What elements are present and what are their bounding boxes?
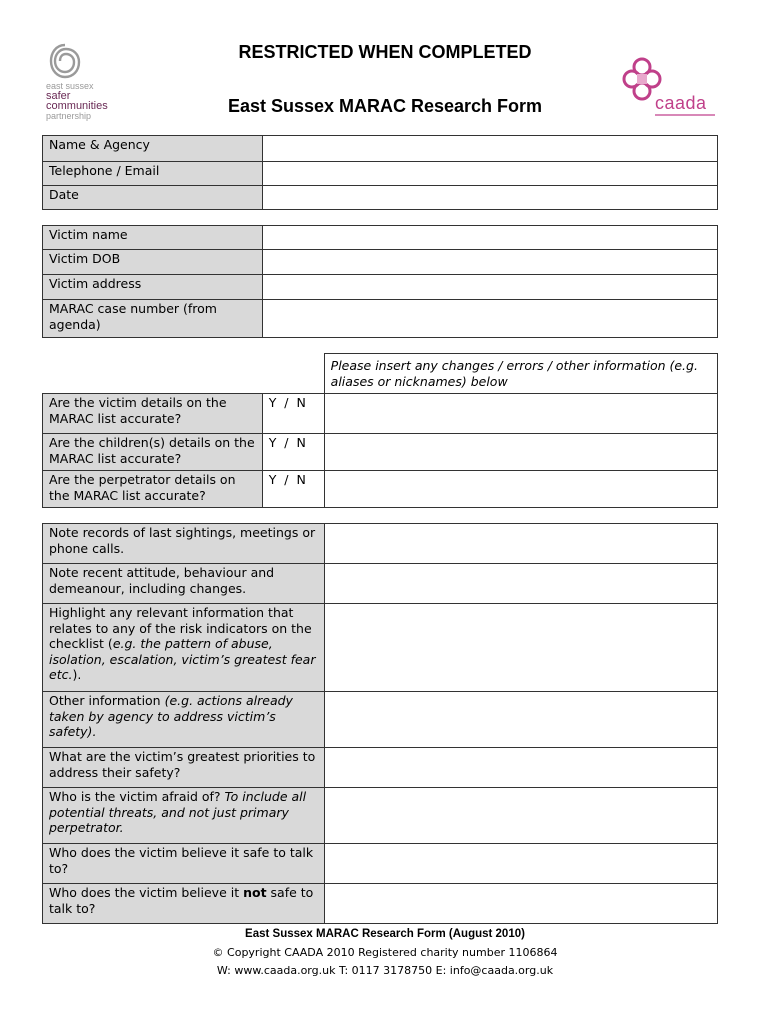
table-row bbox=[43, 692, 718, 748]
table-row bbox=[43, 136, 718, 162]
contact-details-table bbox=[42, 135, 718, 210]
table-row bbox=[43, 162, 718, 186]
victim-priorities-label: What are the victim’s greatest priorities to address their safety? bbox=[43, 748, 325, 788]
risk-indicators-field[interactable] bbox=[324, 604, 717, 692]
research-questions-table bbox=[42, 523, 718, 924]
table-row bbox=[43, 434, 718, 471]
footer-title: East Sussex MARAC Research Form (August 2010) bbox=[245, 928, 525, 940]
table-row bbox=[43, 300, 718, 338]
other-information-label bbox=[43, 692, 325, 748]
victim-afraid-of-label-pre: Who is the victim afraid of? bbox=[49, 789, 225, 804]
risk-indicators-label bbox=[43, 604, 325, 692]
perpetrator-details-yn[interactable]: Y / N bbox=[262, 471, 324, 508]
footer-contact: W: www.caada.org.uk T: 0117 3178750 E: info@caada.org.uk bbox=[216, 964, 554, 977]
logo-line-4: partnership bbox=[46, 111, 92, 121]
table-row bbox=[43, 844, 718, 884]
table-row bbox=[43, 564, 718, 604]
table-row bbox=[43, 604, 718, 692]
name-agency-field[interactable] bbox=[262, 136, 717, 162]
risk-indicators-label-pre: Highlight any relevant information that relates to any of the risk indicators on the checklist ( bbox=[49, 605, 312, 651]
other-information-label-italic: (e.g. actions already taken by agency to address victim’s safety). bbox=[49, 693, 293, 739]
victim-details-question: Are the victim details on the MARAC list accurate? bbox=[43, 394, 263, 434]
table-row bbox=[43, 186, 718, 210]
name-agency-label: Name & Agency bbox=[43, 136, 263, 162]
table-row bbox=[43, 394, 718, 434]
table-row bbox=[43, 275, 718, 300]
logo-line-1: east sussex bbox=[46, 81, 94, 91]
victim-details-table bbox=[42, 225, 718, 338]
table-row bbox=[43, 471, 718, 508]
safe-to-talk-label: Who does the victim believe it safe to talk to? bbox=[43, 844, 325, 884]
victim-dob-field[interactable] bbox=[262, 250, 717, 275]
victim-address-field[interactable] bbox=[262, 275, 717, 300]
restricted-notice: RESTRICTED WHEN COMPLETED bbox=[238, 42, 532, 62]
last-sightings-field[interactable] bbox=[324, 524, 717, 564]
victim-address-label: Victim address bbox=[43, 275, 263, 300]
victim-afraid-of-label bbox=[43, 788, 325, 844]
date-label: Date bbox=[43, 186, 263, 210]
marac-list-accuracy-table bbox=[42, 353, 718, 508]
victim-afraid-of-field[interactable] bbox=[324, 788, 717, 844]
other-information-field[interactable] bbox=[324, 692, 717, 748]
children-details-changes-field[interactable] bbox=[324, 434, 717, 471]
not-safe-to-talk-label-bold: not bbox=[243, 885, 267, 900]
table-row bbox=[43, 250, 718, 275]
risk-indicators-label-italic: e.g. the pattern of abuse, isolation, escalation, victim’s greatest fear etc. bbox=[49, 636, 316, 682]
logo-line-2: safer bbox=[46, 90, 71, 102]
caada-wordmark: caada bbox=[655, 93, 707, 113]
date-field[interactable] bbox=[262, 186, 717, 210]
perpetrator-details-changes-field[interactable] bbox=[324, 471, 717, 508]
risk-indicators-label-post: ). bbox=[72, 667, 82, 682]
victim-priorities-field[interactable] bbox=[324, 748, 717, 788]
changes-note: Please insert any changes / errors / other information (e.g. aliases or nicknames) below bbox=[324, 354, 717, 394]
table-row bbox=[43, 354, 718, 394]
attitude-behaviour-label: Note recent attitude, behaviour and demeanour, including changes. bbox=[43, 564, 325, 604]
children-details-question: Are the children(s) details on the MARAC list accurate? bbox=[43, 434, 263, 471]
attitude-behaviour-field[interactable] bbox=[324, 564, 717, 604]
last-sightings-label: Note records of last sightings, meetings or phone calls. bbox=[43, 524, 325, 564]
footer-copyright: © Copyright CAADA 2010 Registered charity number 1106864 bbox=[212, 946, 558, 959]
safe-to-talk-field[interactable] bbox=[324, 844, 717, 884]
telephone-email-label: Telephone / Email bbox=[43, 162, 263, 186]
table-row bbox=[43, 524, 718, 564]
victim-afraid-of-label-italic: To include all potential threats, and not just primary perpetrator. bbox=[49, 789, 307, 835]
table-row bbox=[43, 884, 718, 924]
logo-line-3: communities bbox=[46, 100, 108, 112]
not-safe-to-talk-field[interactable] bbox=[324, 884, 717, 924]
victim-dob-label: Victim DOB bbox=[43, 250, 263, 275]
form-title: East Sussex MARAC Research Form bbox=[227, 96, 543, 116]
victim-details-changes-field[interactable] bbox=[324, 394, 717, 434]
marac-case-number-field[interactable] bbox=[262, 300, 717, 338]
other-information-label-pre: Other information bbox=[49, 693, 165, 708]
victim-details-yn[interactable]: Y / N bbox=[262, 394, 324, 434]
table-row bbox=[43, 226, 718, 250]
table-row bbox=[43, 788, 718, 844]
victim-name-label: Victim name bbox=[43, 226, 263, 250]
children-details-yn[interactable]: Y / N bbox=[262, 434, 324, 471]
not-safe-to-talk-label-post: safe to talk to? bbox=[49, 885, 314, 916]
perpetrator-details-question: Are the perpetrator details on the MARAC list accurate? bbox=[43, 471, 263, 508]
table-row bbox=[43, 748, 718, 788]
not-safe-to-talk-label bbox=[43, 884, 325, 924]
marac-case-number-label: MARAC case number (from agenda) bbox=[43, 300, 263, 338]
telephone-email-field[interactable] bbox=[262, 162, 717, 186]
victim-name-field[interactable] bbox=[262, 226, 717, 250]
not-safe-to-talk-label-pre: Who does the victim believe it bbox=[49, 885, 244, 900]
